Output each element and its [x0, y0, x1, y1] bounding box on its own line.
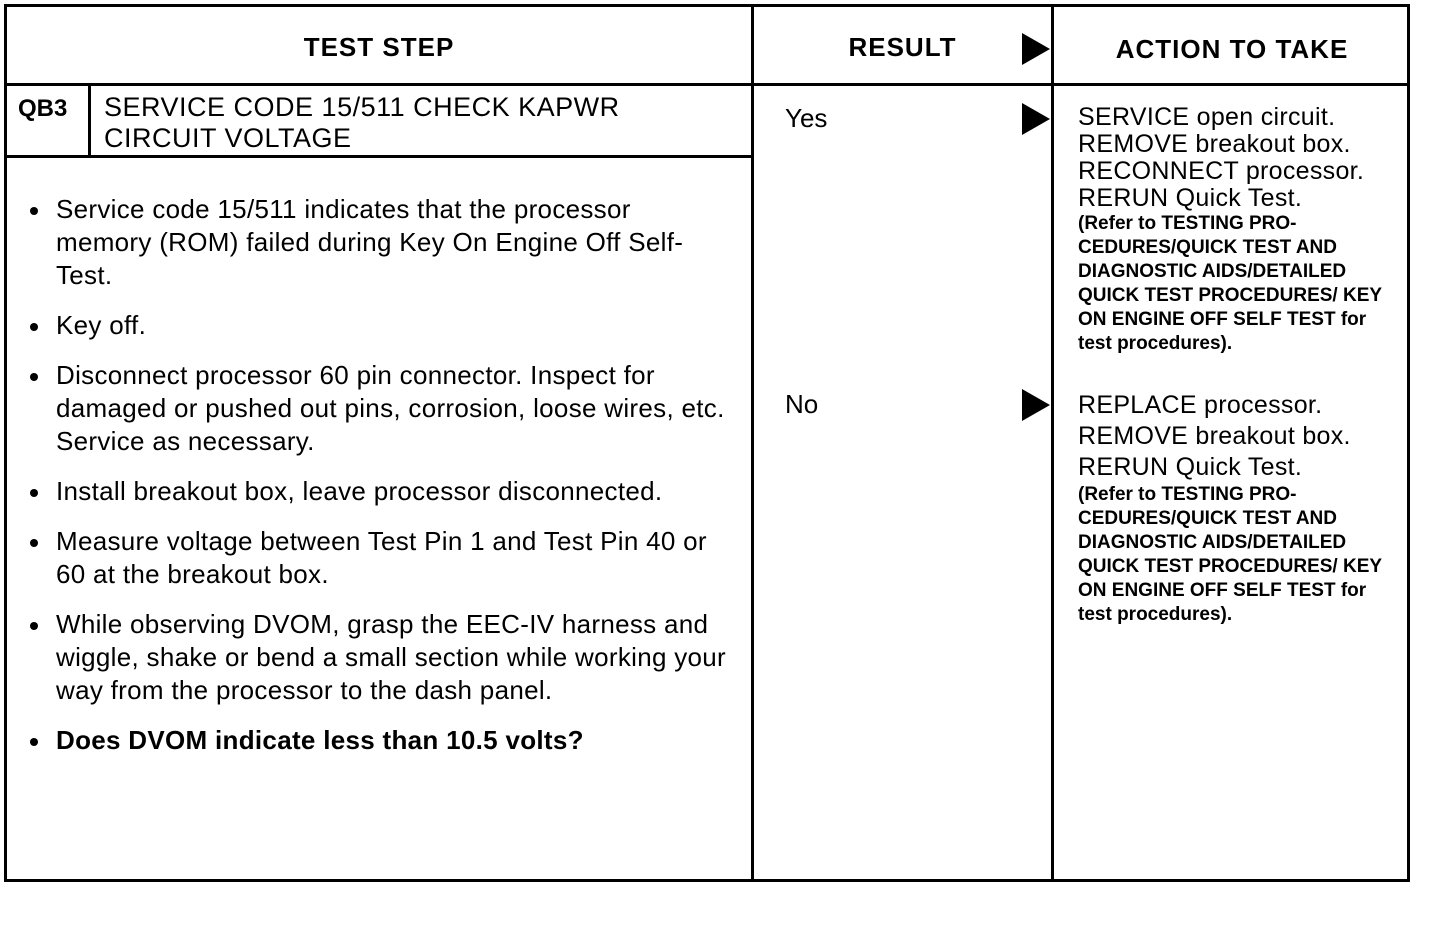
action-no — [1078, 390, 1403, 627]
action-no-note: (Refer to TESTING PRO-CEDURES/QUICK TEST AND DIAGNOSTIC AIDS/DETAILED QUICK TEST PROCEDURES/ KEY ON ENGINE OFF SELF TEST for test procedures). — [1078, 484, 1382, 625]
column-divider-result-action — [1051, 4, 1054, 882]
action-no-main: REPLACE processor. REMOVE breakout box. RERUN Quick Test. — [1078, 391, 1351, 481]
instruction-item: Service code 15/511 indicates that the processor memory (ROM) failed during Key On Engine Off Self-Test. — [26, 193, 726, 292]
header-divider — [4, 83, 1410, 86]
action-yes — [1078, 104, 1403, 356]
step-code-divider — [88, 86, 91, 156]
header-test-step: TEST STEP — [303, 32, 455, 62]
instruction-item: Disconnect processor 60 pin connector. Inspect for damaged or pushed out pins, corrosion, loose wires, etc. Service as necessary. — [26, 359, 726, 458]
instruction-item: Key off. — [26, 309, 726, 342]
instruction-item: Measure voltage between Test Pin 1 and Test Pin 40 or 60 at the breakout box. — [26, 525, 726, 591]
header-action: ACTION TO TAKE — [1115, 34, 1349, 64]
result-yes-arrow-icon — [1022, 103, 1050, 135]
instruction-question: Does DVOM indicate less than 10.5 volts? — [26, 724, 726, 757]
step-title: SERVICE CODE 15/511 CHECK KAPWR CIRCUIT VOLTAGE — [104, 92, 620, 153]
column-divider-test-result — [751, 4, 754, 882]
result-no: No — [785, 389, 819, 419]
header-result: RESULT — [848, 32, 957, 62]
instruction-item: Install breakout box, leave processor disconnected. — [26, 475, 726, 508]
header-arrow-icon — [1022, 33, 1050, 65]
result-yes: Yes — [785, 103, 828, 133]
action-yes-note: (Refer to TESTING PRO-CEDURES/QUICK TEST AND DIAGNOSTIC AIDS/DETAILED QUICK TEST PROCEDURES/ KEY ON ENGINE OFF SELF TEST for test procedures). — [1078, 213, 1382, 354]
result-no-arrow-icon — [1022, 389, 1050, 421]
step-code: QB3 — [18, 95, 68, 122]
step-title-divider — [4, 155, 754, 158]
step-instructions — [26, 193, 726, 774]
instruction-item: While observing DVOM, grasp the EEC-IV harness and wiggle, shake or bend a small section while working your way from the processor to the dash panel. — [26, 608, 726, 707]
action-yes-main: SERVICE open circuit. REMOVE breakout box. RECONNECT processor. RERUN Quick Test. — [1078, 103, 1365, 212]
